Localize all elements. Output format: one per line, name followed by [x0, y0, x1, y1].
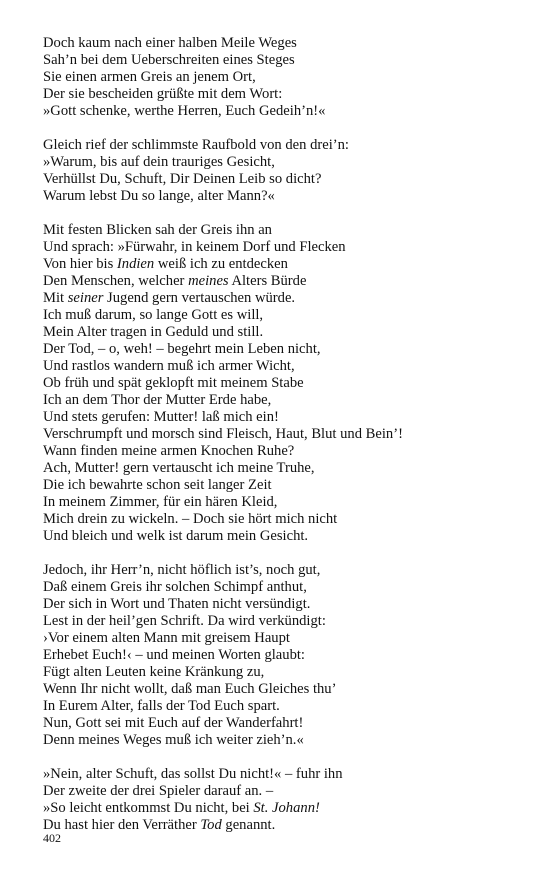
verse-line: »Warum, bis auf dein trauriges Gesicht,	[43, 154, 275, 170]
verse-line: Gleich rief der schlimmste Raufbold von den drei’n:	[43, 137, 349, 153]
verse-line: Und stets gerufen: Mutter! laß mich ein!	[43, 409, 279, 425]
verse-line: Mein Alter tragen in Geduld und still.	[43, 324, 264, 340]
verse-line: Die ich bewahrte schon seit langer Zeit	[43, 477, 272, 493]
verse-line: Lest in der heil’gen Schrift. Da wird verkündigt:	[43, 613, 326, 629]
verse-line: Denn meines Weges muß ich weiter zieh’n.«	[43, 732, 304, 748]
verse-line: Wann finden meine armen Knochen Ruhe?	[43, 443, 295, 459]
verse-line: Und sprach: »Fürwahr, in keinem Dorf und Flecken	[43, 239, 346, 255]
stanza	[43, 137, 523, 205]
page-number: 402	[43, 831, 61, 845]
verse-line: Und rastlos wandern muß ich armer Wicht,	[43, 358, 295, 374]
verse-line: Der Tod, – o, weh! – begehrt mein Leben nicht,	[43, 341, 321, 357]
verse-line: »So leicht entkommst Du nicht, bei St. Johann!	[43, 800, 320, 816]
verse-line: Mit seiner Jugend gern vertauschen würde.	[43, 290, 296, 306]
verse-line: Der sie bescheiden grüßte mit dem Wort:	[43, 86, 283, 102]
verse-line: Den Menschen, welcher meines Alters Bürde	[43, 273, 307, 289]
verse-line: Von hier bis Indien weiß ich zu entdecken	[43, 256, 288, 272]
verse-line: Daß einem Greis ihr solchen Schimpf anthut,	[43, 579, 307, 595]
verse-line: »Gott schenke, werthe Herren, Euch Gedeih’n!«	[43, 103, 326, 119]
stanza	[43, 222, 523, 545]
verse-line: In meinem Zimmer, für ein hären Kleid,	[43, 494, 278, 510]
verse-line: Mit festen Blicken sah der Greis ihn an	[43, 222, 272, 238]
verse-line: »Nein, alter Schuft, das sollst Du nicht!« – fuhr ihn	[43, 766, 343, 782]
verse-line: Fügt alten Leuten keine Kränkung zu,	[43, 664, 265, 680]
verse-line: Erhebet Euch!‹ – und meinen Worten glaubt:	[43, 647, 305, 663]
verse-line: Warum lebst Du so lange, alter Mann?«	[43, 188, 275, 204]
verse-line: Sie einen armen Greis an jenem Ort,	[43, 69, 256, 85]
verse-line: Doch kaum nach einer halben Meile Weges	[43, 35, 297, 51]
stanza	[43, 35, 523, 120]
verse-line: Du hast hier den Verräther Tod genannt.	[43, 817, 276, 833]
verse-line: Ich an dem Thor der Mutter Erde habe,	[43, 392, 272, 408]
verse-line: Ob früh und spät geklopft mit meinem Stabe	[43, 375, 304, 391]
verse-line: Ach, Mutter! gern vertauscht ich meine Truhe,	[43, 460, 315, 476]
verse-line: Jedoch, ihr Herr’n, nicht höflich ist’s, noch gut,	[43, 562, 321, 578]
stanza	[43, 766, 523, 834]
stanza	[43, 562, 523, 749]
verse-line: Und bleich und welk ist darum mein Gesicht.	[43, 528, 309, 544]
verse-line: Der sich in Wort und Thaten nicht versündigt.	[43, 596, 311, 612]
verse-line: Ich muß darum, so lange Gott es will,	[43, 307, 264, 323]
verse-line: Mich drein zu wickeln. – Doch sie hört mich nicht	[43, 511, 338, 527]
verse-line: Verhüllst Du, Schuft, Dir Deinen Leib so dicht?	[43, 171, 322, 187]
verse-line: Nun, Gott sei mit Euch auf der Wanderfahrt!	[43, 715, 304, 731]
poem-text	[43, 35, 523, 851]
verse-line: Sah’n bei dem Ueberschreiten eines Steges	[43, 52, 295, 68]
verse-line: Verschrumpft und morsch sind Fleisch, Haut, Blut und Bein’!	[43, 426, 403, 442]
verse-line: Wenn Ihr nicht wollt, daß man Euch Gleiches thu’	[43, 681, 337, 697]
verse-line: ›Vor einem alten Mann mit greisem Haupt	[43, 630, 290, 646]
verse-line: In Eurem Alter, falls der Tod Euch spart.	[43, 698, 280, 714]
verse-line: Der zweite der drei Spieler darauf an. –	[43, 783, 274, 799]
